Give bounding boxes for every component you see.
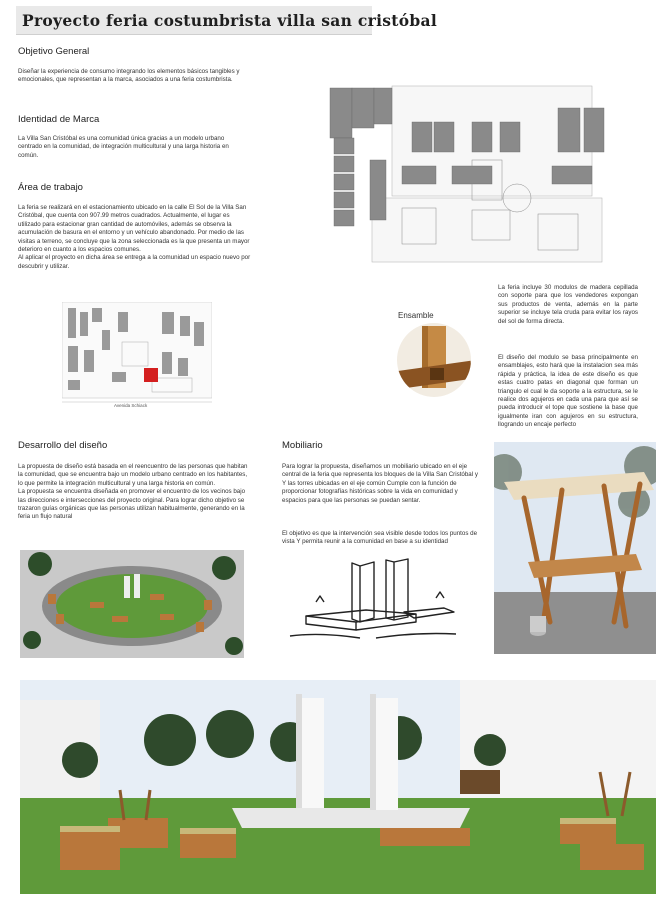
text-desarrollo-2: La propuesta se encuentra diseñada en promover el encuentro de los vecinos bajo las direcciones e intersecciones del proyecto original. Para lograr dicho objetivo se trazaron guías orgánicas que las personas utilizan habitualmente, generando en la feria un flujo natural (18, 488, 246, 521)
text-mobiliario-1: Para lograr la propuesta, diseñamos un mobiliario ubicado en el eje central de la feria que representa los bloques de la Villa San Cristóbal y Y las torres ubicadas en el eje común Cumple con la función de proporcionar fotografías históricas sobre la vida en comunidad y espacios para que las personas se puedan sentar. (282, 463, 478, 504)
text-desarrollo (18, 463, 253, 522)
text-modulo-2: El diseño del modulo se basa principalmente en ensamblajes, esto hará que la instalacion sea más rápida y práctica, la idea de este diseño es que estas cuatro patas en diagonal que forman un triangulo el cual le da soporte a la estructura, se le realice dos agujeros en cada una para que así se pueda introducir el tope que sostiene la base que igualmente iran con agujeros en su estructura, llogrando un encaje perfecto (498, 354, 638, 429)
ensamble-detail (396, 322, 472, 398)
text-area-1: La feria se realizará en el estacionamiento ubicado en la calle El Sol de la Villa San Cristóbal, que cuenta con 907.99 metros cuadrados. Actualmente, el lugar es utilizado para estacionar gran cantidad de automóviles, además se observa la acumulación de basura en el entorno y un vehículo abandonado. Por medio de las visitas a terreno, se concluye que la zona seleccionada es la que presenta un mayor deterioro en cuanto a los espacios comunes. (18, 204, 250, 254)
text-area (18, 204, 251, 271)
text-area-2: Al aplicar el proyecto en dicha área se entrega a la comunidad un espacio nuevo por descubrir y utilizar. (18, 254, 251, 270)
aerial-render (20, 550, 244, 658)
module-render (494, 442, 656, 654)
site-map (62, 302, 212, 412)
label-street: Avenida Schiack (114, 403, 148, 408)
bench-sketch (286, 558, 462, 648)
text-modulo-1: La feria incluye 30 modulos de madera cepillada con soporte para que los vendedores expongan sus productos de venta, además en la parte superior se incluye tela cruda para evitar los rayos del sol de forma directa. (498, 284, 638, 325)
label-ensamble: Ensamble (398, 311, 434, 320)
heading-objetivo: Objetivo General (18, 46, 90, 57)
heading-desarrollo: Desarrollo del diseño (18, 440, 108, 451)
text-identidad: La Villa San Cristóbal es una comunidad única gracias a un modelo urbano centrado en la comunidad, de integración multicultural y una larga historia en común. (18, 135, 229, 159)
heading-mobiliario: Mobiliario (282, 440, 323, 451)
text-desarrollo-1: La propuesta de diseño está basada en el reencuentro de las personas que habitan la comunidad, que se encuentra bajo un modelo urbano centrado en los habitantes, lo que permite la integración multicultural y una larga historia en común. (18, 463, 248, 487)
highlight-area (144, 368, 158, 382)
heading-identidad: Identidad de Marca (18, 114, 100, 125)
text-mobiliario-2: El objetivo es que la intervención sea visible desde todos los puntos de vista Y permita reunir a la comunidad en base a su identidad (282, 530, 478, 546)
site-plan (322, 78, 612, 268)
heading-area: Área de trabajo (18, 182, 83, 193)
text-objetivo: Diseñar la experiencia de consumo integrando los elementos básicos tangibles y emocionales, que representan a la marca, asociados a una feria costumbrista. (18, 68, 240, 84)
main-render (20, 680, 656, 894)
page-title: Proyecto feria costumbrista villa san cristóbal (22, 11, 438, 30)
